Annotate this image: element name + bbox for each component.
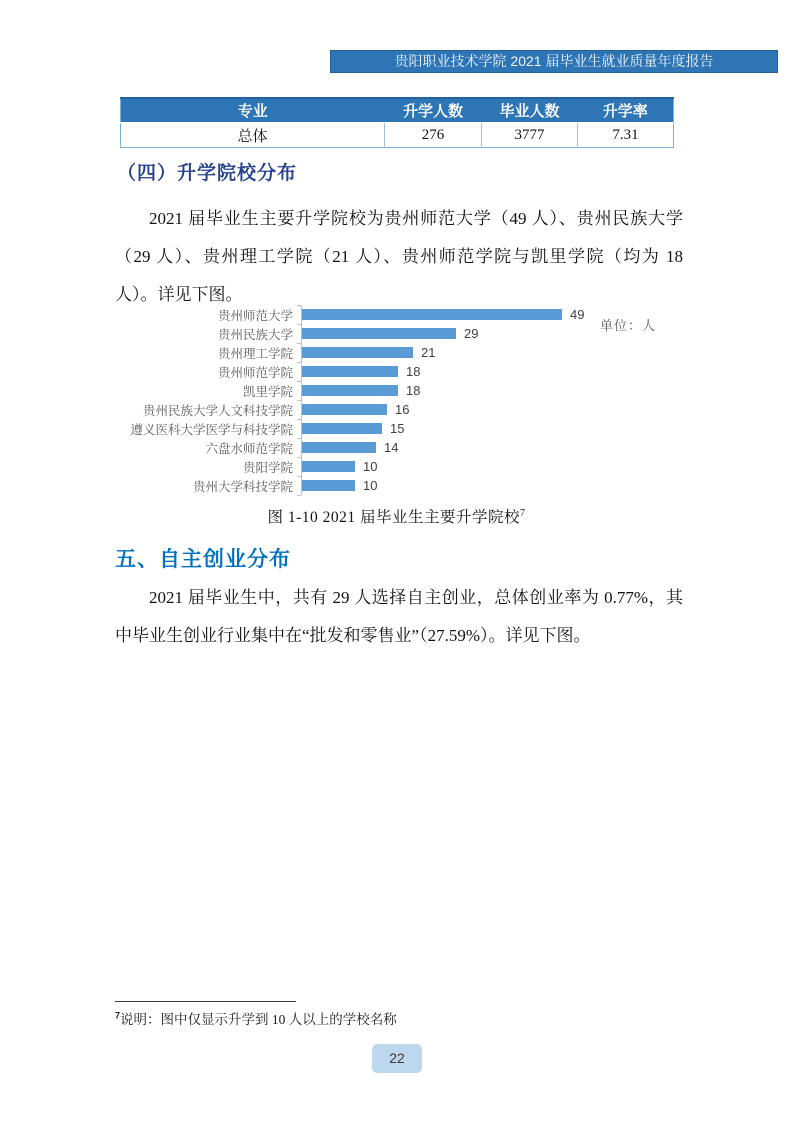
bar	[302, 309, 562, 320]
footnote-text: 说明：图中仅显示升学到 10 人以上的学校名称	[120, 1012, 397, 1027]
footnote-marker: 7	[115, 1010, 121, 1021]
chart-caption	[0, 505, 793, 527]
category-label: 贵州师范大学	[217, 308, 293, 323]
cell-graduate-count: 3777	[482, 123, 578, 148]
category-label: 贵州大学科技学院	[192, 479, 293, 494]
value-label: 10	[363, 459, 378, 474]
chart-row	[120, 381, 590, 400]
chart-row	[120, 362, 590, 381]
category-label: 遵义医科大学医学与科技学院	[130, 422, 293, 437]
page-number-badge	[372, 1044, 422, 1073]
value-label: 21	[421, 345, 436, 360]
column-header-graduate-count: 毕业人数	[482, 98, 578, 123]
chart-unit-label: 单位：人	[600, 318, 657, 333]
category-label: 贵州师范学院	[217, 365, 293, 380]
chart-row	[120, 438, 590, 457]
column-header-major: 专业	[121, 98, 385, 123]
chart-row	[120, 457, 590, 476]
enrollment-schools-bar-chart	[120, 303, 680, 498]
value-label: 18	[406, 383, 421, 398]
value-label: 49	[570, 307, 585, 322]
bar	[302, 366, 398, 377]
category-label: 贵州民族大学人文科技学院	[142, 403, 293, 418]
section4-heading: （四）升学院校分布	[117, 163, 298, 184]
bar	[302, 404, 387, 415]
bar	[302, 461, 355, 472]
table-header-row	[121, 98, 674, 123]
footnote-separator	[115, 1001, 296, 1002]
chart-plot-area	[301, 343, 590, 362]
chart-row	[120, 305, 590, 324]
bar	[302, 480, 355, 491]
chart-plot-area	[301, 476, 590, 495]
enrollment-summary-table	[120, 97, 674, 148]
chart-caption-text: 图 1-10 2021 届毕业生主要升学院校	[267, 509, 521, 526]
cell-enrollment-rate: 7.31	[578, 123, 674, 148]
table-row	[121, 123, 674, 148]
value-label: 15	[390, 421, 405, 436]
value-label: 18	[406, 364, 421, 379]
column-header-enrollment-count: 升学人数	[385, 98, 482, 123]
section5-heading: 五、自主创业分布	[115, 548, 291, 571]
bar	[302, 385, 398, 396]
chart-plot-area	[301, 362, 590, 381]
chart-plot-area	[301, 305, 590, 324]
chart-plot-area	[301, 438, 590, 457]
chart-row	[120, 343, 590, 362]
bar	[302, 442, 376, 453]
category-label: 六盘水师范学院	[205, 441, 293, 456]
chart-row	[120, 400, 590, 419]
column-header-enrollment-rate: 升学率	[578, 98, 674, 123]
page-number: 22	[389, 1050, 405, 1066]
value-label: 14	[384, 440, 399, 455]
bar	[302, 347, 413, 358]
chart-plot-area	[301, 419, 590, 438]
chart-plot-area	[301, 381, 590, 400]
bar	[302, 423, 382, 434]
chart-plot-area	[301, 324, 590, 343]
category-label: 贵阳学院	[242, 460, 293, 475]
category-label: 贵州理工学院	[217, 346, 293, 361]
footnote	[115, 1008, 675, 1028]
value-label: 29	[464, 326, 479, 341]
section5-paragraph: 2021 届毕业生中，共有 29 人选择自主创业，总体创业率为 0.77%，其中毕业生创业行业集中在“批发和零售业”（27.59%）。详见下图。	[115, 588, 683, 645]
chart-row	[120, 476, 590, 495]
value-label: 16	[395, 402, 410, 417]
caption-footnote-marker: 7	[520, 507, 526, 519]
category-label: 贵州民族大学	[217, 327, 293, 342]
bar	[302, 328, 456, 339]
chart-plot-area	[301, 400, 590, 419]
report-title: 贵阳职业技术学院 2021 届毕业生就业质量年度报告	[394, 53, 714, 69]
cell-enrollment-count: 276	[385, 123, 482, 148]
cell-major: 总体	[121, 123, 385, 148]
category-label: 凯里学院	[242, 384, 293, 399]
chart-row	[120, 324, 590, 343]
value-label: 10	[363, 478, 378, 493]
section4-paragraph: 2021 届毕业生主要升学院校为贵州师范大学（49 人）、贵州民族大学（29 人）、贵州理工学院（21 人）、贵州师范学院与凯里学院（均为 18 人）。详见下图。	[115, 209, 683, 304]
page-header-banner	[330, 50, 778, 73]
chart-plot-area	[301, 457, 590, 476]
bar-chart-rows	[120, 305, 590, 495]
chart-row	[120, 419, 590, 438]
